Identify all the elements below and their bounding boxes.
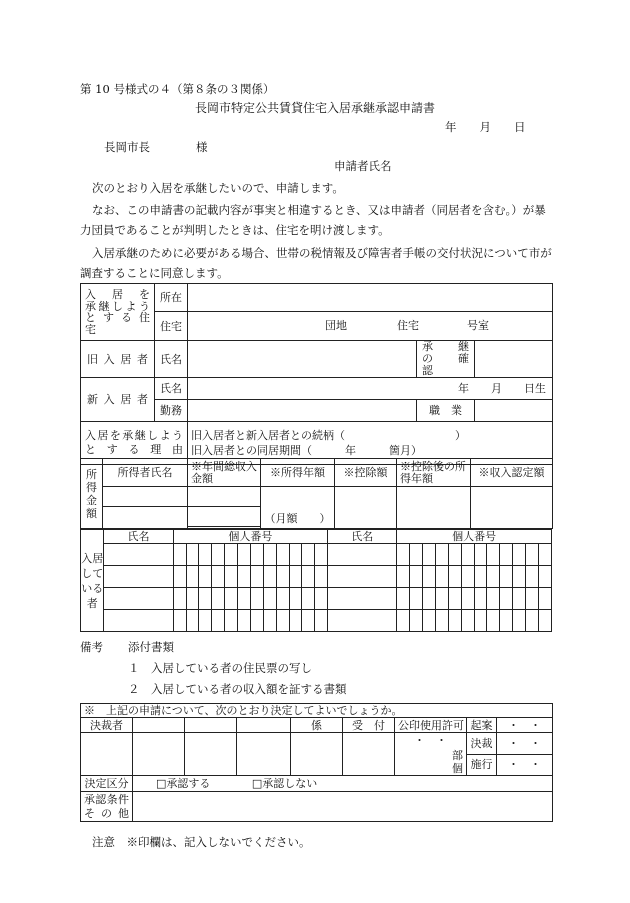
old-name-label: 氏名 xyxy=(155,341,188,378)
occupant-digit-cell[interactable] xyxy=(186,544,199,566)
occupant-digit-cell[interactable] xyxy=(448,566,461,588)
work-label: 勤務 xyxy=(155,400,188,422)
room-label: 号室 xyxy=(467,319,489,332)
occupant-name-2a[interactable] xyxy=(104,566,173,588)
occupant-digit-cell[interactable] xyxy=(461,544,474,566)
occupant-digit-cell[interactable] xyxy=(315,544,328,566)
form-number: 第 10 号様式の４（第８条の３関係） xyxy=(80,82,275,96)
danchi-label: 団地 xyxy=(325,319,347,332)
occupant-digit-cell[interactable] xyxy=(513,544,526,566)
occupant-digit-cell[interactable] xyxy=(225,610,238,632)
deduction-header: ※控除額 xyxy=(335,459,397,487)
seal-permit-header: 公印使用許可 xyxy=(395,718,467,733)
occupant-name-1a[interactable] xyxy=(104,544,173,566)
occupant-digit-cell[interactable] xyxy=(186,588,199,610)
work-field[interactable] xyxy=(188,400,417,422)
occupant-digit-cell[interactable] xyxy=(225,566,238,588)
occupant-digit-cell[interactable] xyxy=(238,544,251,566)
occupant-digit-cell[interactable] xyxy=(250,544,263,566)
occupant-digit-cell[interactable] xyxy=(212,544,225,566)
decider-seal-4[interactable] xyxy=(237,733,291,776)
after-header: ※控除後の所得年額 xyxy=(397,459,471,487)
monthly-field: （月額 ） xyxy=(261,487,335,529)
occupant-digit-cell[interactable] xyxy=(538,566,551,588)
occupant-digit-cell[interactable] xyxy=(423,544,436,566)
occupant-digit-cell[interactable] xyxy=(423,610,436,632)
occupant-digit-cell[interactable] xyxy=(302,610,315,632)
occupant-digit-cell[interactable] xyxy=(250,610,263,632)
occupant-digit-cell[interactable] xyxy=(448,610,461,632)
occupant-name-4b[interactable] xyxy=(328,610,397,632)
decider-seal-1[interactable] xyxy=(81,733,133,776)
occupant-digit-cell[interactable] xyxy=(263,610,276,632)
occupant-digit-cell[interactable] xyxy=(423,588,436,610)
earner-field-2[interactable] xyxy=(103,507,188,529)
occupant-digit-cell[interactable] xyxy=(448,544,461,566)
occupant-digit-cell[interactable] xyxy=(173,566,186,588)
ko-label: 個 xyxy=(452,762,463,775)
occupant-digit-cell[interactable] xyxy=(435,566,448,588)
after-field[interactable] xyxy=(397,487,471,529)
kian-label: 起案 xyxy=(467,718,497,733)
occupant-digit-cell[interactable] xyxy=(276,566,289,588)
decider-seal-3[interactable] xyxy=(185,733,237,776)
addressee: 長岡市長 xyxy=(104,140,150,154)
seal-permit-date: ・ ・ xyxy=(414,734,447,747)
occupant-digit-cell[interactable] xyxy=(212,588,225,610)
attachments-label: 添付書類 xyxy=(128,640,174,654)
occupant-digit-cell[interactable] xyxy=(410,610,423,632)
occupant-digit-cell[interactable] xyxy=(461,610,474,632)
relation-line: 旧入居者と新入居者との続柄（ ） xyxy=(191,429,466,442)
new-resident-label: 新入居者 xyxy=(81,378,155,422)
occupant-digit-cell[interactable] xyxy=(289,588,302,610)
date-field: 年 月 日 xyxy=(445,120,526,134)
income-label: 所得金額 xyxy=(81,459,103,529)
occupant-digit-cell[interactable] xyxy=(526,588,539,610)
occupant-name-3b[interactable] xyxy=(328,588,397,610)
occupant-digit-cell[interactable] xyxy=(461,566,474,588)
occupation-field[interactable] xyxy=(475,400,553,422)
occupant-digit-cell[interactable] xyxy=(487,588,500,610)
occupant-digit-cell[interactable] xyxy=(526,544,539,566)
attachment-2: ２ 入居している者の収入額を証する書類 xyxy=(128,682,347,696)
occupant-digit-cell[interactable] xyxy=(397,610,410,632)
kubun-label: 決定区分 xyxy=(81,776,133,792)
occupant-digit-cell[interactable] xyxy=(397,566,410,588)
decider-blank-3 xyxy=(237,718,291,733)
recognized-field[interactable] xyxy=(471,487,553,529)
occupant-digit-cell[interactable] xyxy=(513,610,526,632)
occupant-digit-cell[interactable] xyxy=(500,610,513,632)
confirm-label: 承 継 の確 認 xyxy=(417,341,475,378)
residence-field[interactable] xyxy=(188,312,553,341)
occupant-digit-cell[interactable] xyxy=(435,544,448,566)
kian-date[interactable]: ・ ・ xyxy=(497,718,553,733)
seal-permit-field[interactable] xyxy=(395,733,467,776)
occupant-name-3a[interactable] xyxy=(104,588,173,610)
occupant-digit-cell[interactable] xyxy=(487,610,500,632)
occupant-digit-cell[interactable] xyxy=(186,610,199,632)
occupant-name-header: 氏名 xyxy=(104,530,173,544)
occupation-label: 職 業 xyxy=(417,400,475,422)
occupant-digit-cell[interactable] xyxy=(500,566,513,588)
occupant-digit-cell[interactable] xyxy=(250,588,263,610)
occupant-digit-cell[interactable] xyxy=(289,610,302,632)
decider-seal-2[interactable] xyxy=(133,733,185,776)
conditions-label: 承認条件その他 xyxy=(81,792,133,822)
occupant-digit-cell[interactable] xyxy=(289,566,302,588)
income-table xyxy=(80,458,553,529)
decider-blank-1 xyxy=(133,718,185,733)
occupant-digit-cell[interactable] xyxy=(238,566,251,588)
occupant-number-header: 個人番号 xyxy=(173,530,328,544)
occupant-digit-cell[interactable] xyxy=(263,544,276,566)
jutaku-label: 住宅 xyxy=(397,319,419,332)
kessai-label: 決裁 xyxy=(467,733,497,755)
occupant-name-header-2: 氏名 xyxy=(328,530,397,544)
occupant-digit-cell[interactable] xyxy=(500,588,513,610)
occupant-digit-cell[interactable] xyxy=(315,588,328,610)
occupant-digit-cell[interactable] xyxy=(199,610,212,632)
occupant-digit-cell[interactable] xyxy=(397,544,410,566)
occupant-digit-cell[interactable] xyxy=(199,566,212,588)
occupant-digit-cell[interactable] xyxy=(410,566,423,588)
decider-header: 決裁者 xyxy=(81,718,133,733)
decision-table xyxy=(80,703,553,822)
occupant-digit-cell[interactable] xyxy=(250,566,263,588)
kubun-field xyxy=(133,776,553,792)
statement-2: なお、この申請書の記載内容が事実と相違するとき、又は申請者（同居者を含む。）が暴力団員であることが判明したときは、住宅を明け渡します。 xyxy=(80,203,546,237)
occupant-digit-cell[interactable] xyxy=(238,588,251,610)
occupant-digit-cell[interactable] xyxy=(410,588,423,610)
notes-label: 備考 xyxy=(80,640,103,654)
uketsuke-seal[interactable] xyxy=(343,733,395,776)
applicant-name-label: 申請者氏名 xyxy=(334,159,392,173)
occupant-digit-cell[interactable] xyxy=(538,588,551,610)
old-resident-label: 旧入居者 xyxy=(81,341,155,378)
occupant-digit-cell[interactable] xyxy=(315,566,328,588)
approve-checkbox[interactable]: □承認する xyxy=(156,777,211,790)
kakari-seal[interactable] xyxy=(291,733,343,776)
occupant-digit-cell[interactable] xyxy=(263,566,276,588)
occupant-digit-cell[interactable] xyxy=(276,544,289,566)
occupant-digit-cell[interactable] xyxy=(225,544,238,566)
occupant-digit-cell[interactable] xyxy=(448,588,461,610)
occupant-digit-cell[interactable] xyxy=(173,544,186,566)
earner-field-1[interactable] xyxy=(103,487,188,507)
occupant-name-1b[interactable] xyxy=(328,544,397,566)
form-title: 長岡市特定公共賃貸住宅入居承継承認申請書 xyxy=(194,101,435,115)
application-table xyxy=(80,283,553,465)
occupant-digit-cell[interactable] xyxy=(289,544,302,566)
occupant-digit-cell[interactable] xyxy=(173,610,186,632)
occupant-digit-cell[interactable] xyxy=(302,588,315,610)
occupant-digit-cell[interactable] xyxy=(526,566,539,588)
occupant-digit-cell[interactable] xyxy=(513,588,526,610)
address-label: 所在 xyxy=(155,284,188,312)
occupant-digit-cell[interactable] xyxy=(538,610,551,632)
annual-field-2[interactable] xyxy=(188,507,261,527)
occupant-digit-cell[interactable] xyxy=(538,544,551,566)
birth-field[interactable]: 年 月 日生 xyxy=(188,378,553,400)
statement-1: 次のとおり入居を承継したいので、申請します。 xyxy=(92,181,344,195)
occupant-digit-cell[interactable] xyxy=(474,566,487,588)
occupant-digit-cell[interactable] xyxy=(526,610,539,632)
deny-checkbox[interactable]: □承認しない xyxy=(251,777,318,790)
successor-house-label: 入 居 を承継しようとする住 宅 xyxy=(81,284,155,341)
occupant-digit-cell[interactable] xyxy=(397,588,410,610)
occupant-digit-cell[interactable] xyxy=(199,544,212,566)
income-year-header: ※所得年額 xyxy=(261,459,335,487)
occupant-digit-cell[interactable] xyxy=(276,588,289,610)
occupant-digit-cell[interactable] xyxy=(500,544,513,566)
conditions-field[interactable] xyxy=(133,792,553,822)
kakari-header: 係 xyxy=(291,718,343,733)
occupant-digit-cell[interactable] xyxy=(474,588,487,610)
annual-field-1[interactable] xyxy=(188,487,261,507)
occupant-digit-cell[interactable] xyxy=(212,610,225,632)
occupant-digit-cell[interactable] xyxy=(302,544,315,566)
recognized-header: ※収入認定額 xyxy=(471,459,553,487)
bu-label: 部 xyxy=(452,749,463,762)
kessai-date[interactable]: ・ ・ xyxy=(497,733,553,755)
occupant-digit-cell[interactable] xyxy=(474,610,487,632)
occupant-digit-cell[interactable] xyxy=(435,610,448,632)
uketsuke-header: 受 付 xyxy=(343,718,395,733)
occupant-digit-cell[interactable] xyxy=(186,566,199,588)
period-line: 旧入居者との同居期間（ 年 箇月） xyxy=(191,444,422,457)
occupant-digit-cell[interactable] xyxy=(263,588,276,610)
occupant-digit-cell[interactable] xyxy=(487,566,500,588)
shiko-label: 施行 xyxy=(467,754,497,776)
occupant-name-2b[interactable] xyxy=(328,566,397,588)
old-name-field[interactable] xyxy=(188,341,417,378)
deduction-field[interactable] xyxy=(335,487,397,529)
caution-note: 注意 ※印欄は、記入しないでください。 xyxy=(92,835,311,849)
address-field[interactable] xyxy=(188,284,553,312)
occupant-digit-cell[interactable] xyxy=(212,566,225,588)
occupant-digit-cell[interactable] xyxy=(276,610,289,632)
occupants-label: 入居している者 xyxy=(81,530,104,632)
occupant-digit-cell[interactable] xyxy=(461,588,474,610)
occupant-digit-cell[interactable] xyxy=(435,588,448,610)
occupant-digit-cell[interactable] xyxy=(238,610,251,632)
occupant-digit-cell[interactable] xyxy=(225,588,238,610)
residence-label: 住宅 xyxy=(155,312,188,341)
occupant-digit-cell[interactable] xyxy=(315,610,328,632)
occupant-digit-cell[interactable] xyxy=(487,544,500,566)
shiko-date[interactable]: ・ ・ xyxy=(497,754,553,776)
occupant-digit-cell[interactable] xyxy=(199,588,212,610)
occupant-digit-cell[interactable] xyxy=(513,566,526,588)
occupant-name-4a[interactable] xyxy=(104,610,173,632)
occupant-digit-cell[interactable] xyxy=(410,544,423,566)
occupants-table xyxy=(80,529,552,632)
occupant-digit-cell[interactable] xyxy=(423,566,436,588)
annual-header: ※年間総収入金額 xyxy=(188,459,261,487)
statement-3: 入居承継のために必要がある場合、世帯の税情報及び障害者手帳の交付状況について市が調査することに同意します。 xyxy=(80,246,552,280)
occupant-digit-cell[interactable] xyxy=(302,566,315,588)
occupant-number-header-2: 個人番号 xyxy=(397,530,552,544)
reason-label: 入居を承継しようとする理由 xyxy=(81,422,188,465)
earner-header: 所得者氏名 xyxy=(103,459,188,487)
new-name-label: 氏名 xyxy=(155,378,188,400)
decider-blank-2 xyxy=(185,718,237,733)
attachment-1: １ 入居している者の住民票の写し xyxy=(128,661,312,675)
occupant-digit-cell[interactable] xyxy=(474,544,487,566)
honorific: 様 xyxy=(196,140,208,154)
decision-question: ※ 上記の申請について、次のとおり決定してよいでしょうか。 xyxy=(81,704,553,718)
occupant-digit-cell[interactable] xyxy=(173,588,186,610)
